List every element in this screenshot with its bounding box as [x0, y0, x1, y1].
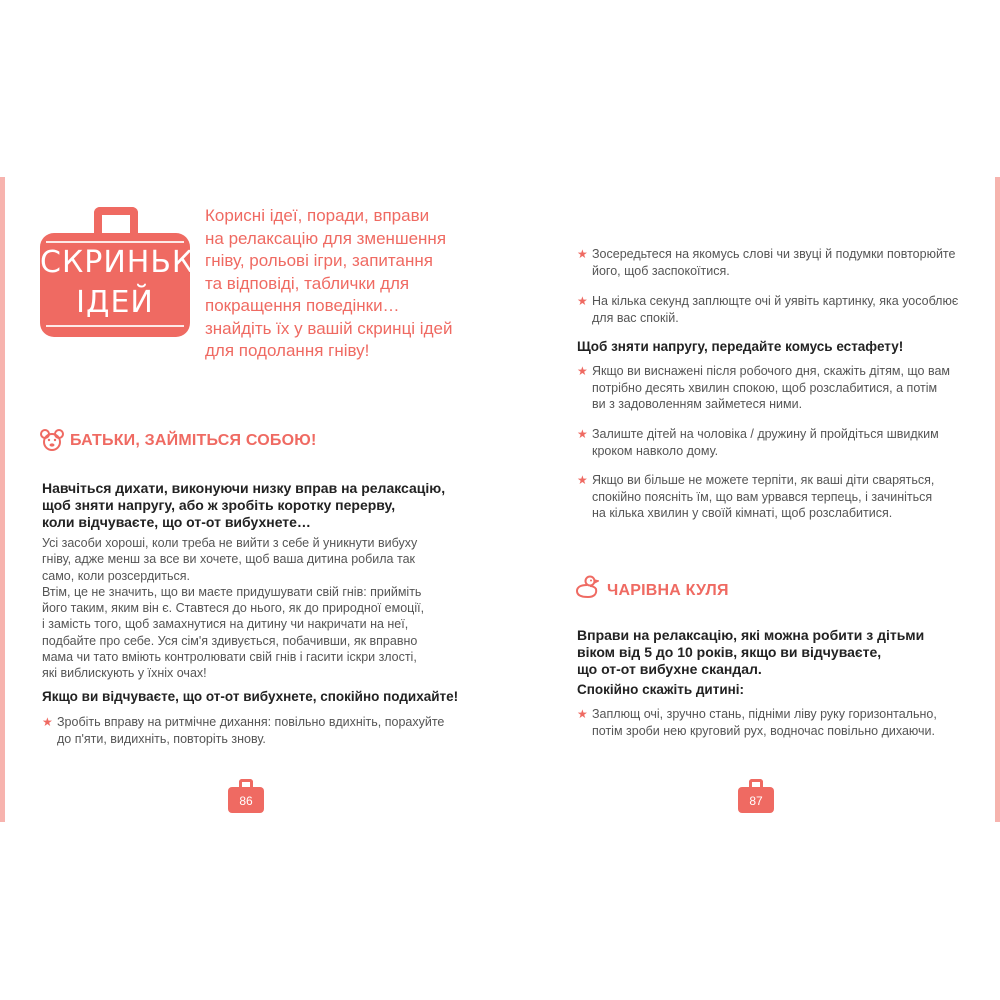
- page-number-badge: [228, 787, 264, 813]
- star-icon: ★: [577, 473, 588, 487]
- section-title: ЧАРІВНА КУЛЯ: [607, 582, 729, 599]
- item-line: потім зроби нею круговий рух, водночас повільно дихаючи.: [592, 723, 935, 738]
- relay-heading: Щоб зняти напругу, передайте комусь естафету!: [577, 339, 904, 354]
- item-line: ви з задоволенням займетеся ними.: [592, 397, 803, 411]
- left-page-edge: [0, 177, 5, 822]
- star-icon: ★: [577, 247, 588, 261]
- logo-line-2: ІДЕЙ: [76, 285, 154, 320]
- item-line: потрібно десять хвилин спокою, щоб розслабитися, а потім: [592, 380, 938, 395]
- body-paragraph: [42, 535, 424, 682]
- subheading: Якщо ви відчуваєте, що от-от вибухнете, спокійно подихайте!: [42, 689, 459, 704]
- lead-line: віком від 5 до 10 років, якщо ви відчуваєте,: [577, 644, 882, 660]
- para-line: його таким, яким він є. Ставтеся до нього, як до природної емоції,: [42, 601, 425, 616]
- list-item: [577, 293, 958, 326]
- list-item: [577, 426, 939, 459]
- subheading: Спокійно скажіть дитині:: [577, 682, 745, 697]
- item-line: його, щоб заспокоїтися.: [592, 263, 730, 278]
- lead-line: коли відчуваєте, що от-от вибухнете…: [42, 514, 311, 530]
- right-page-edge: [995, 177, 1000, 822]
- item-line: На кілька секунд заплющте очі й уявіть картинку, яка уособлює: [592, 294, 959, 308]
- lead-line: щоб зняти напругу, або ж зробіть коротку перерву,: [42, 497, 396, 513]
- lead-line: Вправи на релаксацію, які можна робити з дітьми: [577, 627, 925, 643]
- star-icon: ★: [577, 294, 588, 308]
- star-icon: ★: [577, 707, 588, 721]
- page-number-badge: [738, 787, 774, 813]
- item-line: Якщо ви виснажені після робочого дня, скажіть дітям, що вам: [592, 364, 951, 378]
- para-line: само, коли розсердиться.: [42, 568, 190, 583]
- list-item: [577, 363, 950, 413]
- intro-text: [205, 205, 460, 363]
- lead-text: [42, 480, 445, 531]
- list-item: [577, 472, 934, 522]
- star-icon: ★: [577, 364, 588, 378]
- item-line: спокійно поясніть їм, що вам урвався терпець, і зачиніться: [592, 489, 933, 504]
- intro-line: Корисні ідеї, поради, вправи: [205, 206, 430, 225]
- para-line: мама чи тато вміють контролювати свій гнів і гасити іскри злості,: [42, 650, 417, 665]
- lead-line: Навчіться дихати, виконуючи низку вправ на релаксацію,: [42, 480, 446, 496]
- item-line: Зосередьтеся на якомусь слові чи звуці й подумки повторюйте: [592, 247, 956, 261]
- star-icon: ★: [577, 427, 588, 441]
- bear-icon: [40, 429, 64, 451]
- intro-line: знайдіть їх у вашій скринці ідей: [205, 318, 453, 338]
- lead-line: що от-от вибухне скандал.: [577, 661, 762, 677]
- list-item: [577, 706, 937, 739]
- item-line: кроком навколо дому.: [592, 443, 719, 458]
- item-line: для вас спокій.: [592, 310, 679, 325]
- item-line: до п'яти, видихніть, повторіть знову.: [57, 731, 266, 746]
- star-icon: ★: [42, 715, 53, 729]
- list-item: [42, 714, 444, 747]
- para-line: подбайте про себе. Уся сім'я здивується, побачивши, як вправно: [42, 633, 418, 648]
- intro-line: та відповіді, таблички для: [205, 273, 410, 293]
- list-item: [577, 246, 955, 279]
- para-line: Втім, це не значить, що ви маєте придушувати свій гнів: прийміть: [42, 584, 422, 599]
- page-number: 87: [749, 794, 763, 808]
- intro-line: для подолання гніву!: [205, 341, 370, 360]
- para-line: і замість того, щоб замахнутися на дитину чи накричати на неї,: [42, 617, 409, 632]
- intro-line: покращення поведінки…: [205, 296, 400, 315]
- logo-line-1: СКРИНЬКА: [40, 245, 216, 280]
- para-line: які виблискують у їхніх очах!: [42, 666, 207, 681]
- para-line: гніву, адже менш за все ви хочете, щоб ваша дитина робила так: [42, 552, 415, 567]
- section-title: БАТЬКИ, ЗАЙМІТЬСЯ СОБОЮ!: [70, 432, 317, 449]
- para-line: Усі засоби хороші, коли треба не вийти з себе й уникнути вибуху: [42, 536, 418, 550]
- book-spread: [0, 177, 1000, 822]
- item-line: Залиште дітей на чоловіка / дружину й пройдіться швидким: [592, 427, 939, 441]
- intro-line: гніву, рольові ігри, запитання: [205, 251, 433, 270]
- item-line: Якщо ви більше не можете терпіти, як ваші діти сваряться,: [592, 473, 935, 487]
- intro-line: на релаксацію для зменшення: [205, 228, 447, 248]
- item-line: Заплющ очі, зручно стань, підніми ліву руку горизонтально,: [592, 707, 937, 721]
- lead-text: [577, 627, 924, 678]
- item-line: Зробіть вправу на ритмічне дихання: повільно вдихніть, порахуйте: [57, 715, 445, 729]
- item-line: на кілька хвилин у своїй кімнаті, щоб розслабитися.: [592, 506, 893, 520]
- page-number: 86: [239, 794, 253, 808]
- duck-icon: [575, 575, 599, 599]
